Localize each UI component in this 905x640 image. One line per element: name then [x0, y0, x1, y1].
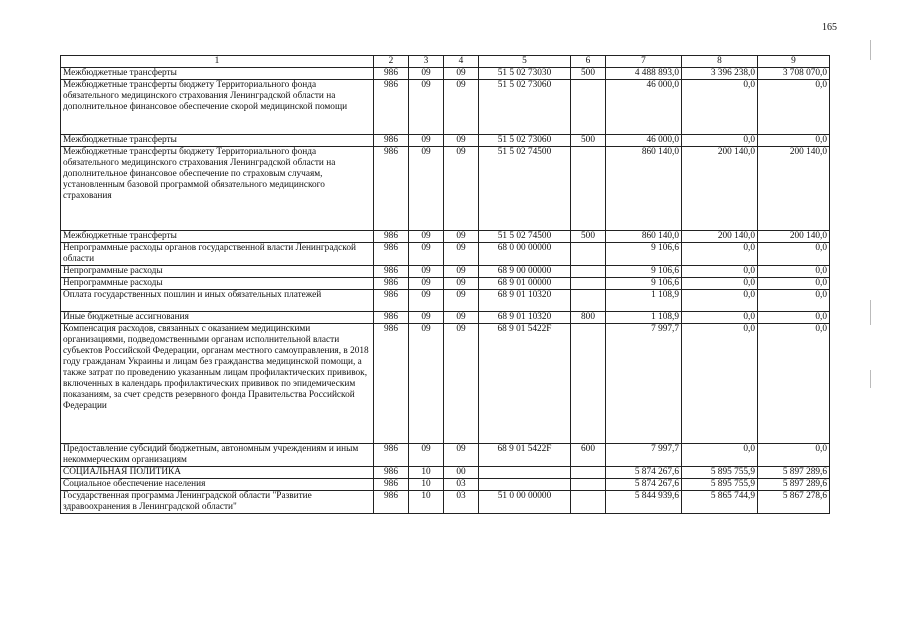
year1-amount-cell: 9 106,6 — [606, 266, 682, 278]
section-code-cell: 09 — [409, 266, 444, 278]
year3-amount-cell: 5 867 278,6 — [758, 491, 830, 514]
subsection-code-cell: 09 — [444, 135, 479, 147]
table-row — [61, 80, 830, 135]
margin-mark — [870, 300, 871, 325]
expense-type-code-cell — [571, 467, 606, 479]
row-name-cell: Непрограммные расходы органов государственной власти Ленинградской области — [61, 243, 374, 266]
margin-mark — [870, 370, 871, 388]
subsection-code-cell: 09 — [444, 266, 479, 278]
expense-type-code-cell — [571, 147, 606, 231]
year3-amount-cell: 0,0 — [758, 80, 830, 135]
subsection-code-cell: 09 — [444, 231, 479, 243]
subsection-code-cell: 00 — [444, 467, 479, 479]
year1-amount-cell: 4 488 893,0 — [606, 68, 682, 80]
column-header: 4 — [444, 56, 479, 68]
year1-amount-cell: 9 106,6 — [606, 278, 682, 290]
target-article-code-cell: 68 0 00 00000 — [479, 243, 571, 266]
row-name-cell: Компенсация расходов, связанных с оказанием медицинскими организациями, подведомственными органам исполнительной власти субъектов Российской Федерации, органам местного самоуправления, в 2018 году гражданам Украины и лицам без гражданства медицинской помощи, а также затрат по проведению указанным лицам профилактических прививок, включенных в календарь профилактических прививок по эпидемическим показаниям, за счет средств резервного фонда Правительства Российской Федерации — [61, 324, 374, 444]
table-row — [61, 266, 830, 278]
section-code-cell: 09 — [409, 278, 444, 290]
main-manager-code-cell: 986 — [374, 135, 409, 147]
expense-type-code-cell — [571, 491, 606, 514]
row-name-cell: Социальное обеспечение населения — [61, 479, 374, 491]
section-code-cell: 09 — [409, 80, 444, 135]
subsection-code-cell: 09 — [444, 324, 479, 444]
column-header: 3 — [409, 56, 444, 68]
column-header: 6 — [571, 56, 606, 68]
table-row — [61, 324, 830, 444]
year3-amount-cell: 0,0 — [758, 243, 830, 266]
main-manager-code-cell: 986 — [374, 68, 409, 80]
year3-amount-cell: 5 897 289,6 — [758, 479, 830, 491]
main-manager-code-cell: 986 — [374, 491, 409, 514]
subsection-code-cell: 09 — [444, 68, 479, 80]
target-article-code-cell — [479, 467, 571, 479]
subsection-code-cell: 09 — [444, 243, 479, 266]
section-code-cell: 09 — [409, 68, 444, 80]
row-name-cell: Непрограммные расходы — [61, 278, 374, 290]
table-row — [61, 491, 830, 514]
year3-amount-cell: 200 140,0 — [758, 147, 830, 231]
year2-amount-cell: 5 865 744,9 — [682, 491, 758, 514]
year3-amount-cell: 3 708 070,0 — [758, 68, 830, 80]
subsection-code-cell: 09 — [444, 147, 479, 231]
main-manager-code-cell: 986 — [374, 467, 409, 479]
year1-amount-cell: 5 874 267,6 — [606, 467, 682, 479]
column-header: 1 — [61, 56, 374, 68]
target-article-code-cell: 51 5 02 73030 — [479, 68, 571, 80]
table-row — [61, 135, 830, 147]
expense-type-code-cell — [571, 266, 606, 278]
row-name-cell: СОЦИАЛЬНАЯ ПОЛИТИКА — [61, 467, 374, 479]
subsection-code-cell: 09 — [444, 444, 479, 467]
target-article-code-cell — [479, 479, 571, 491]
main-manager-code-cell: 986 — [374, 278, 409, 290]
main-manager-code-cell: 986 — [374, 312, 409, 324]
year2-amount-cell: 200 140,0 — [682, 147, 758, 231]
table-row — [61, 147, 830, 231]
year2-amount-cell: 0,0 — [682, 243, 758, 266]
year1-amount-cell: 1 108,9 — [606, 290, 682, 312]
page-number: 165 — [822, 22, 837, 33]
year3-amount-cell: 0,0 — [758, 266, 830, 278]
section-code-cell: 09 — [409, 243, 444, 266]
target-article-code-cell: 51 5 02 74500 — [479, 231, 571, 243]
row-name-cell: Межбюджетные трансферты бюджету Территориального фонда обязательного медицинского страхования Ленинградской области на дополнительное финансовое обеспечение скорой медицинской помощи — [61, 80, 374, 135]
table-row — [61, 312, 830, 324]
year1-amount-cell: 5 844 939,6 — [606, 491, 682, 514]
expense-type-code-cell: 500 — [571, 68, 606, 80]
section-code-cell: 09 — [409, 444, 444, 467]
section-code-cell: 09 — [409, 290, 444, 312]
year2-amount-cell: 0,0 — [682, 312, 758, 324]
column-header: 9 — [758, 56, 830, 68]
expense-type-code-cell — [571, 278, 606, 290]
main-manager-code-cell: 986 — [374, 290, 409, 312]
table-row — [61, 278, 830, 290]
subsection-code-cell: 03 — [444, 491, 479, 514]
year3-amount-cell: 0,0 — [758, 444, 830, 467]
target-article-code-cell: 68 9 01 5422F — [479, 324, 571, 444]
margin-mark — [870, 40, 871, 60]
subsection-code-cell: 09 — [444, 80, 479, 135]
year3-amount-cell: 0,0 — [758, 324, 830, 444]
year1-amount-cell: 46 000,0 — [606, 80, 682, 135]
row-name-cell: Иные бюджетные ассигнования — [61, 312, 374, 324]
row-name-cell: Оплата государственных пошлин и иных обязательных платежей — [61, 290, 374, 312]
year2-amount-cell: 3 396 238,0 — [682, 68, 758, 80]
year1-amount-cell: 860 140,0 — [606, 147, 682, 231]
year1-amount-cell: 7 997,7 — [606, 444, 682, 467]
main-manager-code-cell: 986 — [374, 444, 409, 467]
row-name-cell: Межбюджетные трансферты — [61, 231, 374, 243]
table-row — [61, 243, 830, 266]
row-name-cell: Предоставление субсидий бюджетным, автономным учреждениям и иным некоммерческим организациям — [61, 444, 374, 467]
table-row — [61, 467, 830, 479]
subsection-code-cell: 09 — [444, 290, 479, 312]
expense-type-code-cell: 800 — [571, 312, 606, 324]
subsection-code-cell: 03 — [444, 479, 479, 491]
target-article-code-cell: 51 0 00 00000 — [479, 491, 571, 514]
main-manager-code-cell: 986 — [374, 266, 409, 278]
column-header: 2 — [374, 56, 409, 68]
row-name-cell: Межбюджетные трансферты — [61, 68, 374, 80]
year3-amount-cell: 5 897 289,6 — [758, 467, 830, 479]
expense-type-code-cell — [571, 324, 606, 444]
year2-amount-cell: 0,0 — [682, 278, 758, 290]
section-code-cell: 10 — [409, 491, 444, 514]
budget-table — [60, 55, 830, 514]
target-article-code-cell: 68 9 01 00000 — [479, 278, 571, 290]
subsection-code-cell: 09 — [444, 278, 479, 290]
year1-amount-cell: 46 000,0 — [606, 135, 682, 147]
year2-amount-cell: 0,0 — [682, 266, 758, 278]
year1-amount-cell: 9 106,6 — [606, 243, 682, 266]
table-row — [61, 444, 830, 467]
section-code-cell: 10 — [409, 479, 444, 491]
year3-amount-cell: 0,0 — [758, 135, 830, 147]
row-name-cell: Государственная программа Ленинградской области "Развитие здравоохранения в Ленинградской области" — [61, 491, 374, 514]
year2-amount-cell: 0,0 — [682, 80, 758, 135]
target-article-code-cell: 68 9 01 5422F — [479, 444, 571, 467]
year2-amount-cell: 0,0 — [682, 135, 758, 147]
main-manager-code-cell: 986 — [374, 80, 409, 135]
main-manager-code-cell: 986 — [374, 324, 409, 444]
section-code-cell: 09 — [409, 135, 444, 147]
table-row — [61, 290, 830, 312]
column-header: 5 — [479, 56, 571, 68]
year2-amount-cell: 200 140,0 — [682, 231, 758, 243]
main-manager-code-cell: 986 — [374, 243, 409, 266]
year3-amount-cell: 200 140,0 — [758, 231, 830, 243]
year2-amount-cell: 5 895 755,9 — [682, 467, 758, 479]
year3-amount-cell: 0,0 — [758, 278, 830, 290]
section-code-cell: 10 — [409, 467, 444, 479]
section-code-cell: 09 — [409, 324, 444, 444]
expense-type-code-cell — [571, 80, 606, 135]
row-name-cell: Межбюджетные трансферты — [61, 135, 374, 147]
subsection-code-cell: 09 — [444, 312, 479, 324]
column-number-row — [61, 56, 830, 68]
target-article-code-cell: 68 9 01 10320 — [479, 312, 571, 324]
section-code-cell: 09 — [409, 312, 444, 324]
main-manager-code-cell: 986 — [374, 147, 409, 231]
table-row — [61, 479, 830, 491]
section-code-cell: 09 — [409, 147, 444, 231]
target-article-code-cell: 51 5 02 74500 — [479, 147, 571, 231]
expense-type-code-cell: 500 — [571, 231, 606, 243]
row-name-cell: Непрограммные расходы — [61, 266, 374, 278]
section-code-cell: 09 — [409, 231, 444, 243]
expense-type-code-cell — [571, 479, 606, 491]
year1-amount-cell: 1 108,9 — [606, 312, 682, 324]
year2-amount-cell: 0,0 — [682, 290, 758, 312]
year1-amount-cell: 7 997,7 — [606, 324, 682, 444]
column-header: 7 — [606, 56, 682, 68]
target-article-code-cell: 68 9 01 10320 — [479, 290, 571, 312]
table-row — [61, 68, 830, 80]
expense-type-code-cell: 600 — [571, 444, 606, 467]
row-name-cell: Межбюджетные трансферты бюджету Территориального фонда обязательного медицинского страхования Ленинградской области на дополнительное финансовое обеспечение по страховым случаям, установленным базовой программой обязательного медицинского страхования — [61, 147, 374, 231]
year3-amount-cell: 0,0 — [758, 290, 830, 312]
year3-amount-cell: 0,0 — [758, 312, 830, 324]
expense-type-code-cell — [571, 290, 606, 312]
expense-type-code-cell: 500 — [571, 135, 606, 147]
table-row — [61, 231, 830, 243]
target-article-code-cell: 51 5 02 73060 — [479, 135, 571, 147]
year1-amount-cell: 860 140,0 — [606, 231, 682, 243]
year2-amount-cell: 5 895 755,9 — [682, 479, 758, 491]
target-article-code-cell: 68 9 00 00000 — [479, 266, 571, 278]
column-header: 8 — [682, 56, 758, 68]
expense-type-code-cell — [571, 243, 606, 266]
main-manager-code-cell: 986 — [374, 231, 409, 243]
year1-amount-cell: 5 874 267,6 — [606, 479, 682, 491]
target-article-code-cell: 51 5 02 73060 — [479, 80, 571, 135]
year2-amount-cell: 0,0 — [682, 324, 758, 444]
main-manager-code-cell: 986 — [374, 479, 409, 491]
year2-amount-cell: 0,0 — [682, 444, 758, 467]
